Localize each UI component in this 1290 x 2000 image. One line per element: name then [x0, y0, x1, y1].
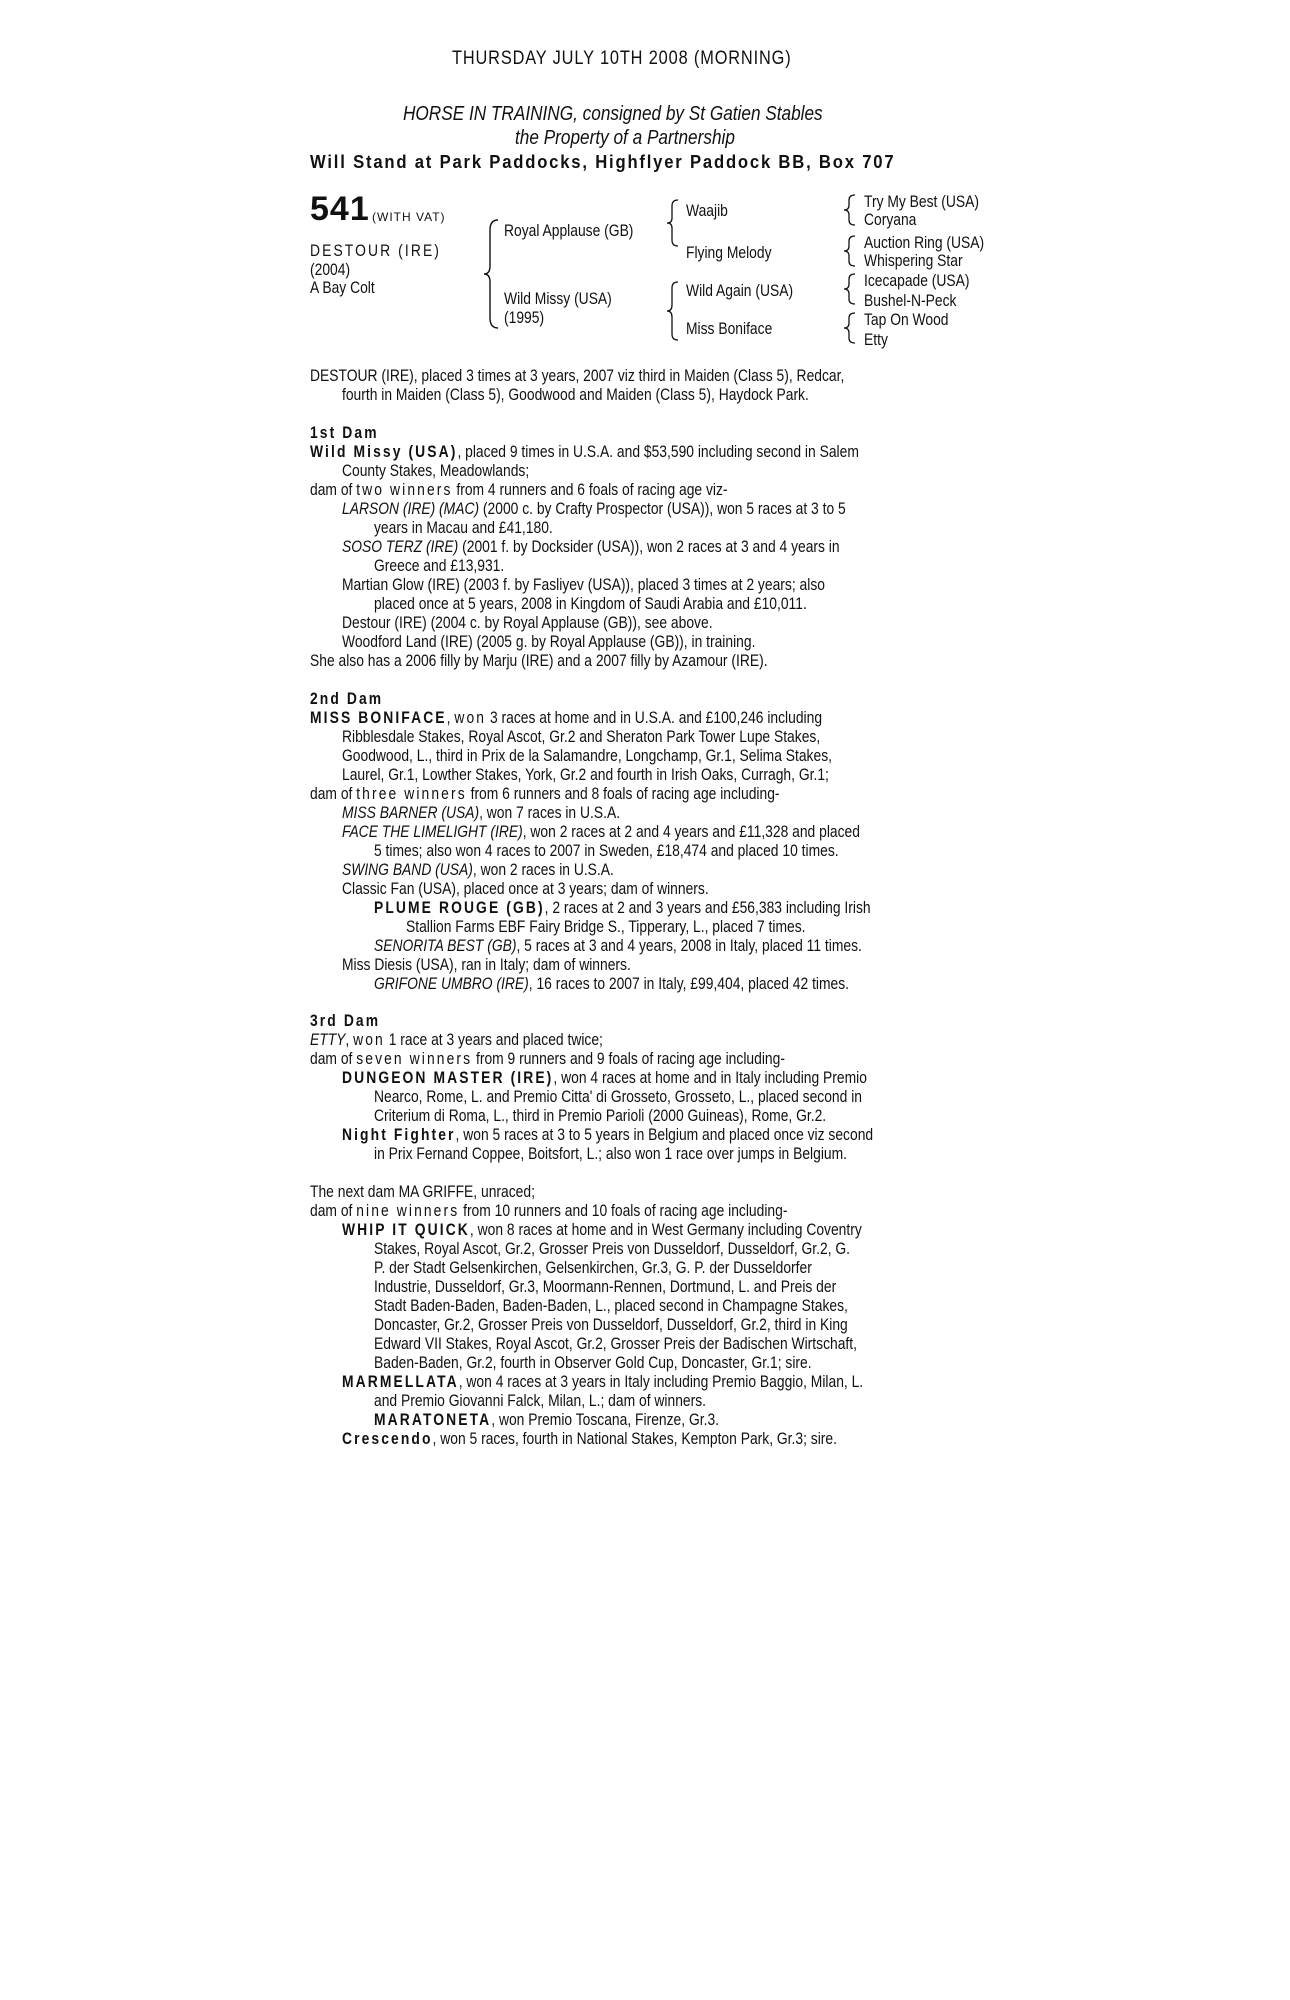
pedigree-g2: Coryana — [864, 211, 917, 229]
horse-name: DESTOUR (IRE) — [310, 242, 442, 260]
progeny-entry: SWING BAND (USA), won 2 races in U.S.A. — [342, 861, 614, 879]
pedigree-brace-g2 — [842, 234, 858, 268]
lot-number: 541 — [310, 190, 370, 228]
progeny-entry: SENORITA BEST (GB), 5 races at 3 and 4 years, 2008 in Italy, placed 11 times. — [374, 937, 862, 955]
pedigree-dam-year: (1995) — [504, 309, 545, 327]
progeny-entry: DUNGEON MASTER (IRE), won 4 races at home and in Italy including Premio — [342, 1069, 867, 1087]
progeny-entry: PLUME ROUGE (GB), 2 races at 2 and 3 years and £56,383 including Irish — [374, 899, 871, 917]
progeny-entry: in Prix Fernand Coppee, Boitsfort, L.; also won 1 race over jumps in Belgium. — [374, 1145, 848, 1163]
progeny-entry: Doncaster, Gr.2, Grosser Preis von Dusseldorf, Dusseldorf, Gr.2, third in King — [374, 1316, 848, 1334]
vat-note: (WITH VAT) — [372, 210, 446, 224]
property-line: the Property of a Partnership — [515, 127, 735, 149]
horse-year: (2004) — [310, 261, 351, 279]
pedigree-brace-main — [482, 218, 502, 330]
progeny-entry: 5 times; also won 4 races to 2007 in Sweden, £18,474 and placed 10 times. — [374, 842, 839, 860]
dam1-line: County Stakes, Meadowlands; — [342, 462, 530, 480]
dam2-line: Ribblesdale Stakes, Royal Ascot, Gr.2 and Sheraton Park Tower Lupe Stakes, — [342, 728, 821, 746]
pedigree-g3: Auction Ring (USA) — [864, 234, 985, 252]
dam2-line: Laurel, Gr.1, Lowther Stakes, York, Gr.2 and fourth in Irish Oaks, Curragh, Gr.1; — [342, 766, 829, 784]
progeny-entry: Industrie, Dusseldorf, Gr.3, Moormann-Rennen, Dortmund, L. and Preis der — [374, 1278, 837, 1296]
progeny-entry: years in Macau and £41,180. — [374, 519, 553, 537]
pedigree-brace-dam — [665, 280, 681, 342]
dam2-line: MISS BONIFACE, won 3 races at home and in U.S.A. and £100,246 including — [310, 709, 823, 727]
progeny-entry: Edward VII Stakes, Royal Ascot, Gr.2, Grosser Preis der Badischen Wirtschaft, — [374, 1335, 857, 1353]
progeny-entry: Woodford Land (IRE) (2005 g. by Royal Applause (GB)), in training. — [342, 633, 756, 651]
progeny-entry: MARATONETA, won Premio Toscana, Firenze, Gr.3. — [374, 1411, 720, 1429]
dam2-line: Goodwood, L., third in Prix de la Salamandre, Longchamp, Gr.1, Selima Stakes, — [342, 747, 832, 765]
race-summary-line: DESTOUR (IRE), placed 3 times at 3 years, 2007 viz third in Maiden (Class 5), Redcar, — [310, 367, 845, 385]
pedigree-dam: Wild Missy (USA) — [504, 290, 612, 308]
pedigree-brace-g4 — [842, 311, 858, 345]
pedigree-brace-g1 — [842, 193, 858, 227]
progeny-entry: WHIP IT QUICK, won 8 races at home and in West Germany including Coventry — [342, 1221, 862, 1239]
pedigree-dam-sire: Wild Again (USA) — [686, 282, 794, 300]
dam3-line: dam of seven winners from 9 runners and 9 foals of racing age including- — [310, 1050, 785, 1068]
progeny-entry: Night Fighter, won 5 races at 3 to 5 years in Belgium and placed once viz second — [342, 1126, 874, 1144]
progeny-entry: Martian Glow (IRE) (2003 f. by Fasliyev (USA)), placed 3 times at 2 years; also — [342, 576, 825, 594]
progeny-entry: Baden-Baden, Gr.2, fourth in Observer Gold Cup, Doncaster, Gr.1; sire. — [374, 1354, 812, 1372]
consignment-line: HORSE IN TRAINING, consigned by St Gatien Stables — [403, 103, 823, 125]
dam4-line: dam of nine winners from 10 runners and 10 foals of racing age including- — [310, 1202, 788, 1220]
pedigree-g4: Whispering Star — [864, 252, 963, 270]
progeny-entry: and Premio Giovanni Falck, Milan, L.; dam of winners. — [374, 1392, 707, 1410]
pedigree-g8: Etty — [864, 331, 888, 349]
progeny-entry: Nearco, Rome, L. and Premio Citta' di Grosseto, Grosseto, L., placed second in — [374, 1088, 862, 1106]
progeny-entry: Greece and £13,931. — [374, 557, 505, 575]
dam3-line: ETTY, won 1 race at 3 years and placed twice; — [310, 1031, 603, 1049]
progeny-entry: LARSON (IRE) (MAC) (2000 c. by Crafty Prospector (USA)), won 5 races at 3 to 5 — [342, 500, 846, 518]
progeny-entry: Stadt Baden-Baden, Baden-Baden, L., placed second in Champagne Stakes, — [374, 1297, 848, 1315]
pedigree-brace-sire — [665, 198, 681, 248]
progeny-entry: P. der Stadt Gelsenkirchen, Gelsenkirchen, Gr.3, G. P. der Dusseldorfer — [374, 1259, 812, 1277]
progeny-entry: FACE THE LIMELIGHT (IRE), won 2 races at 2 and 4 years and £11,328 and placed — [342, 823, 860, 841]
section-title-2nd-dam: 2nd Dam — [310, 690, 384, 708]
race-summary-line: fourth in Maiden (Class 5), Goodwood and Maiden (Class 5), Haydock Park. — [342, 386, 809, 404]
progeny-entry: Criterium di Roma, L., third in Premio Parioli (2000 Guineas), Rome, Gr.2. — [374, 1107, 827, 1125]
dam4-line: The next dam MA GRIFFE, unraced; — [310, 1183, 535, 1201]
section-title-3rd-dam: 3rd Dam — [310, 1012, 381, 1030]
pedigree-g5: Icecapade (USA) — [864, 272, 970, 290]
dam1-line: dam of two winners from 4 runners and 6 foals of racing age viz- — [310, 481, 728, 499]
pedigree-g6: Bushel-N-Peck — [864, 292, 957, 310]
progeny-entry: MARMELLATA, won 4 races at 3 years in Italy including Premio Baggio, Milan, L. — [342, 1373, 864, 1391]
progeny-entry: Crescendo, won 5 races, fourth in National Stakes, Kempton Park, Gr.3; sire. — [342, 1430, 837, 1448]
stand-location: Will Stand at Park Paddocks, Highflyer Paddock BB, Box 707 — [310, 151, 896, 172]
pedigree-sire-sire: Waajib — [686, 202, 728, 220]
progeny-entry: Destour (IRE) (2004 c. by Royal Applause (GB)), see above. — [342, 614, 713, 632]
progeny-entry: Stallion Farms EBF Fairy Bridge S., Tipperary, L., placed 7 times. — [406, 918, 806, 936]
progeny-entry: placed once at 5 years, 2008 in Kingdom of Saudi Arabia and £10,011. — [374, 595, 807, 613]
progeny-entry: GRIFONE UMBRO (IRE), 16 races to 2007 in Italy, £99,404, placed 42 times. — [374, 975, 850, 993]
horse-description: A Bay Colt — [310, 279, 375, 297]
section-title-1st-dam: 1st Dam — [310, 424, 379, 442]
dam1-line: Wild Missy (USA), placed 9 times in U.S.A. and $53,590 including second in Salem — [310, 443, 859, 461]
progeny-entry: Miss Diesis (USA), ran in Italy; dam of winners. — [342, 956, 631, 974]
pedigree-sire: Royal Applause (GB) — [504, 222, 634, 240]
progeny-entry: MISS BARNER (USA), won 7 races in U.S.A. — [342, 804, 621, 822]
sale-date-line: THURSDAY JULY 10TH 2008 (MORNING) — [452, 48, 792, 69]
pedigree-dam-dam: Miss Boniface — [686, 320, 773, 338]
progeny-entry: Classic Fan (USA), placed once at 3 years; dam of winners. — [342, 880, 709, 898]
dam1-line: She also has a 2006 filly by Marju (IRE) and a 2007 filly by Azamour (IRE). — [310, 652, 768, 670]
pedigree-g7: Tap On Wood — [864, 311, 949, 329]
progeny-entry: Stakes, Royal Ascot, Gr.2, Grosser Preis von Dusseldorf, Dusseldorf, Gr.2, G. — [374, 1240, 851, 1258]
pedigree-g1: Try My Best (USA) — [864, 193, 979, 211]
pedigree-sire-dam: Flying Melody — [686, 244, 772, 262]
progeny-entry: SOSO TERZ (IRE) (2001 f. by Docksider (USA)), won 2 races at 3 and 4 years in — [342, 538, 840, 556]
pedigree-brace-g3 — [842, 272, 858, 306]
dam2-line: dam of three winners from 6 runners and 8 foals of racing age including- — [310, 785, 780, 803]
